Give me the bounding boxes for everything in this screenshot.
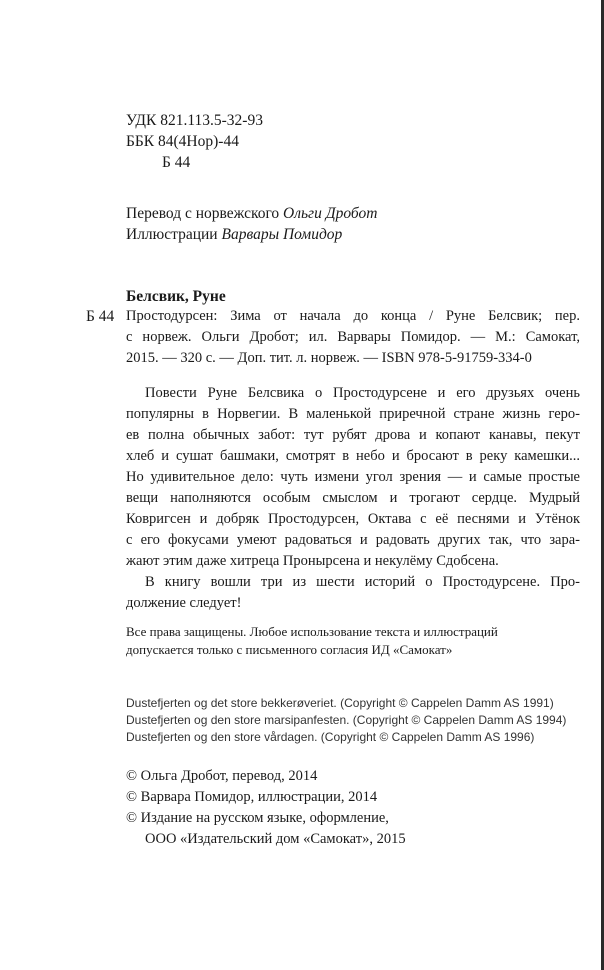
annotation-line: хлеб и сушат башмаки, смотрят в небо и бросают в реку камешки... bbox=[126, 448, 580, 464]
udk-code: УДК 821.113.5-32-93 bbox=[126, 112, 263, 129]
catalog-mark: Б 44 bbox=[86, 308, 115, 325]
catalog-author-heading: Белсвик, Руне bbox=[126, 288, 226, 305]
annotation-line: с его фокусами умеют радоваться и радовать других так, что зара- bbox=[126, 532, 580, 548]
translator-name: Ольги Дробот bbox=[283, 205, 378, 222]
bbk-code: ББК 84(4Нор)-44 bbox=[126, 133, 239, 150]
original-title-line: Dustefjerten og den store vårdagen. (Copyright © Cappelen Damm AS 1996) bbox=[126, 730, 535, 744]
annotation-line: ев полна обычных забот: тут рубят дрова и копают канавы, пекут bbox=[126, 427, 580, 443]
annotation-line: вещи наполняются особым смыслом и трогают сердце. Мудрый bbox=[126, 490, 580, 506]
annotation-line: популярны в Норвегии. В маленькой приречной стране жизнь геро- bbox=[126, 406, 580, 422]
translation-credit bbox=[126, 203, 377, 224]
catalog-line: с норвеж. Ольги Дробот; ил. Варвары Помидор. — М.: Самокат, bbox=[126, 329, 580, 345]
author-mark: Б 44 bbox=[162, 154, 191, 171]
copyright-line: © Ольга Дробот, перевод, 2014 bbox=[126, 768, 318, 784]
annotation-line: В книгу вошли три из шести историй о Простодурсене. Про- bbox=[145, 574, 580, 590]
rights-line: Все права защищены. Любое использование текста и иллюстраций bbox=[126, 624, 498, 639]
rights-line: допускается только с письменного согласия ИД «Самокат» bbox=[126, 642, 453, 657]
catalog-line: Простодурсен: Зима от начала до конца / Руне Белсвик; пер. bbox=[126, 308, 580, 324]
copyright-line: © Варвара Помидор, иллюстрации, 2014 bbox=[126, 789, 378, 805]
illustration-prefix: Иллюстрации bbox=[126, 226, 222, 243]
original-title-line: Dustefjerten og det store bekkerøveriet. (Copyright © Cappelen Damm AS 1991) bbox=[126, 696, 554, 710]
illustration-credit bbox=[126, 224, 342, 245]
original-title-line: Dustefjerten og den store marsipanfesten. (Copyright © Cappelen Damm AS 1994) bbox=[126, 713, 567, 727]
translation-prefix: Перевод с норвежского bbox=[126, 205, 284, 222]
annotation-line: Ковригсен и добряк Простодурсен, Октава с её песнями и Утёнок bbox=[126, 511, 580, 527]
catalog-line: 2015. — 320 с. — Доп. тит. л. норвеж. — ISBN 978-5-91759-334-0 bbox=[126, 350, 532, 366]
annotation-line: должение следует! bbox=[126, 595, 242, 611]
annotation-line: жают этим даже хитреца Пронырсена и некулёму Сдобсена. bbox=[126, 553, 499, 569]
copyright-line: © Издание на русском языке, оформление, bbox=[126, 810, 389, 826]
illustrator-name: Варвары Помидор bbox=[221, 226, 343, 243]
copyright-line: ООО «Издательский дом «Самокат», 2015 bbox=[145, 831, 406, 847]
annotation-line: Но удивительное дело: чуть измени угол зрения — и самые простые bbox=[126, 469, 580, 485]
annotation-line: Повести Руне Белсвика о Простодурсене и его друзьях очень bbox=[145, 385, 580, 401]
